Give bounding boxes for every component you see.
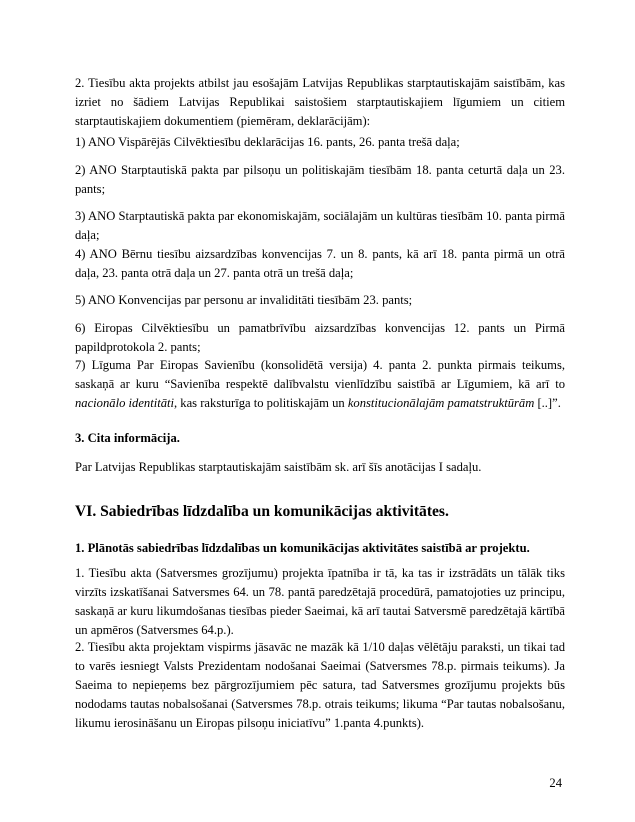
- section-6-paragraph-1: 1. Tiesību akta (Satversmes grozījumu) projekta īpatnība ir tā, ka tas ir izstrādāts un tālāk tiks virzīts izskatīšanai Satversmes 64. un 78. pantā paredzētajā procedūrā, pamatojoties uz principu, saskaņā ar kuru likumdošanas tiesības pieder Saeimai, kā arī tautai Satversmē paredzētajā kārtībā un apmēros (Satversmes 64.p.).: [75, 566, 565, 637]
- list-item-2: 2) ANO Starptautiskā pakta par pilsoņu un politiskajām tiesībām 18. panta ceturtā daļa un 23. pants;: [75, 163, 565, 196]
- list-item-7-text-1: 7) Līguma Par Eiropas Savienību (konsolidētā versija) 4. panta 2. punkta pirmais teikums, saskaņā ar kuru “Savienība respektē dalībvalstu vienlīdzību saistībā ar Līgumiem, kā arī to: [75, 358, 565, 391]
- page-number: 24: [549, 776, 562, 790]
- section-6-paragraph-2: 2. Tiesību akta projektam vispirms jāsavāc ne mazāk kā 1/10 daļas vēlētāju paraksti, un tikai tad to varēs iesniegt Valsts Prezidentam nodošanai Saeimai (Satversmes 78.p. pirmais teikums). Ja Saeima to nepieņems bez pārgrozījumiem pēc satura, tad Satversmes grozījumu projekts būs nododams tautas nobalsošanai (Satversmes 78.p. otrais teikums; likuma “Par tautas nobalsošanu, likumu ierosināšanu un Eiropas pilsoņu iniciatīvu” 1.panta 4.punkts).: [75, 640, 565, 730]
- list-item-7-text-3: [..]”.: [534, 396, 561, 410]
- list-item-7-italic-1: nacionālo identitāti: [75, 396, 174, 410]
- list-item-7-text-2: , kas raksturīga to politiskajām un: [174, 396, 348, 410]
- section-6-subheading: 1. Plānotās sabiedrības līdzdalības un komunikācijas aktivitātes saistībā ar projektu.: [75, 541, 530, 555]
- list-item-5: 5) ANO Konvencijas par personu ar invaliditāti tiesībām 23. pants;: [75, 293, 413, 307]
- section-6-heading: VI. Sabiedrības līdzdalība un komunikācijas aktivitātes.: [75, 503, 449, 520]
- list-item-6: 6) Eiropas Cilvēktiesību un pamatbrīvību aizsardzības konvencijas 12. pants un Pirmā papildprotokola 2. pants;: [75, 321, 565, 354]
- list-item-1: 1) ANO Vispārējās Cilvēktiesību deklarācijas 16. pants, 26. panta trešā daļa;: [75, 135, 460, 149]
- list-item-7-italic-2: konstitucionālajām pamatstruktūrām: [347, 396, 535, 410]
- list-item-3: 3) ANO Starptautiskā pakta par ekonomiskajām, sociālajām un kultūras tiesībām 10. panta pirmā daļa;: [75, 209, 565, 242]
- intro-paragraph: 2. Tiesību akta projekts atbilst jau esošajām Latvijas Republikas starptautiskajām saistībām, kas izriet no šādiem Latvijas Republikai saistošiem starptautiskajiem līgumiem un citiem starptautiskajiem dokumentiem (piemēram, deklarācijām):: [75, 76, 565, 128]
- section-3-heading: 3. Cita informācija.: [75, 431, 180, 445]
- section-3-text: Par Latvijas Republikas starptautiskajām saistībām sk. arī šīs anotācijas I sadaļu.: [75, 460, 482, 474]
- list-item-4: 4) ANO Bērnu tiesību aizsardzības konvencijas 7. un 8. pants, kā arī 18. panta pirmā un otrā daļa, 23. panta otrā daļa un 27. panta otrā un trešā daļa;: [75, 247, 565, 280]
- list-item-7: [75, 356, 565, 413]
